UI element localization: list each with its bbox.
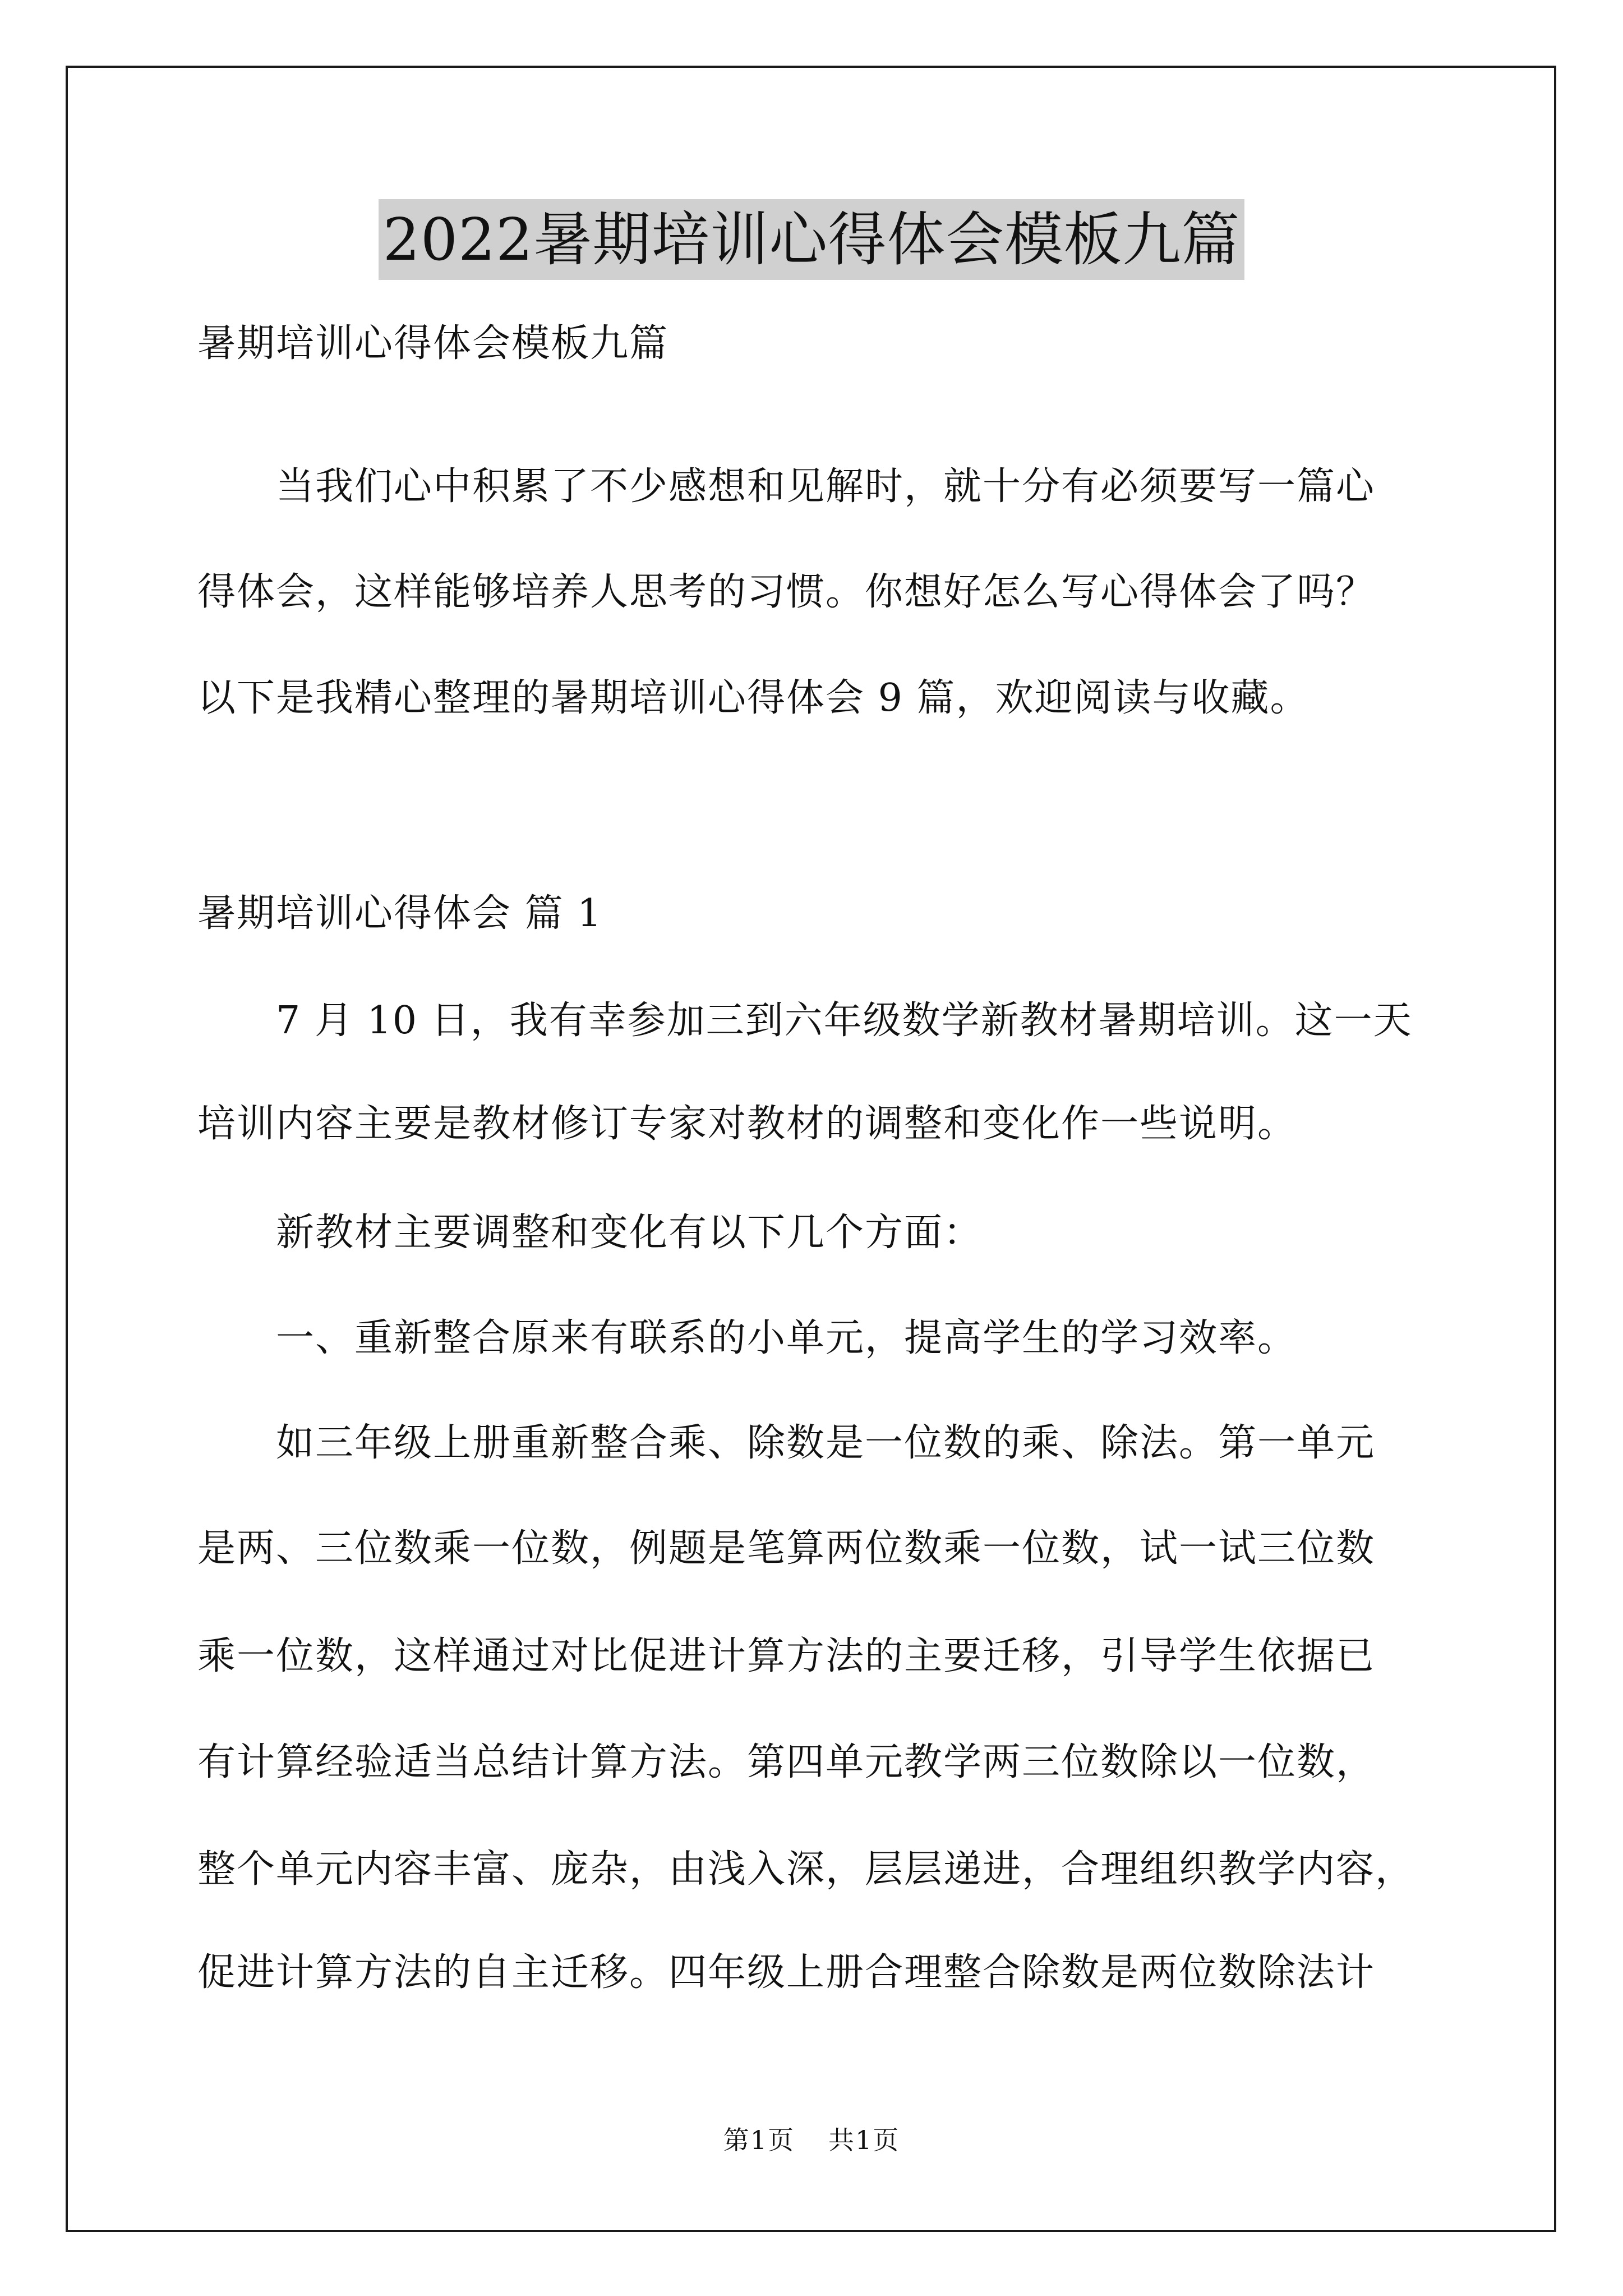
page-footer <box>0 2123 1623 2157</box>
paragraph-line: 以下是我精心整理的暑期培训心得体会 9 篇，欢迎阅读与收藏。 <box>197 676 1310 720</box>
paragraph-line: 新教材主要调整和变化有以下几个方面： <box>197 1211 983 1255</box>
paragraph-line: 如三年级上册重新整合乘、除数是一位数的乘、除法。第一单元 <box>197 1421 1376 1465</box>
paragraph-line: 整个单元内容丰富、庞杂，由浅入深，层层递进，合理组织教学内容， <box>197 1847 1415 1892</box>
paragraph-line: 促进计算方法的自主迁移。四年级上册合理整合除数是两位数除法计 <box>197 1950 1376 1995</box>
title-container <box>0 199 1623 280</box>
paragraph-line: 有计算经验适当总结计算方法。第四单元教学两三位数除以一位数， <box>197 1740 1376 1784</box>
paragraph-line: 乘一位数，这样通过对比促进计算方法的主要迁移，引导学生依据已 <box>197 1634 1376 1678</box>
section-heading: 暑期培训心得体会 篇 1 <box>197 891 603 936</box>
paragraph-line: 当我们心中积累了不少感想和见解时，就十分有必须要写一篇心 <box>197 464 1376 509</box>
paragraph-line: 一、重新整合原来有联系的小单元，提高学生的学习效率。 <box>197 1316 1297 1360</box>
subtitle-line: 暑期培训心得体会模板九篇 <box>197 321 669 366</box>
document-title: 2022暑期培训心得体会模板九篇 <box>379 199 1245 280</box>
page-number: 第1页 <box>723 2125 795 2155</box>
paragraph-line: 培训内容主要是教材修订专家对教材的调整和变化作一些说明。 <box>197 1102 1297 1146</box>
paragraph-line: 是两、三位数乘一位数，例题是笔算两位数乘一位数，试一试三位数 <box>197 1526 1376 1571</box>
page-total: 共1页 <box>828 2125 900 2155</box>
paragraph-line: 得体会，这样能够培养人思考的习惯。你想好怎么写心得体会了吗？ <box>197 570 1376 614</box>
paragraph-line: 7 月 10 日，我有幸参加三到六年级数学新教材暑期培训。这一天 <box>197 999 1413 1043</box>
